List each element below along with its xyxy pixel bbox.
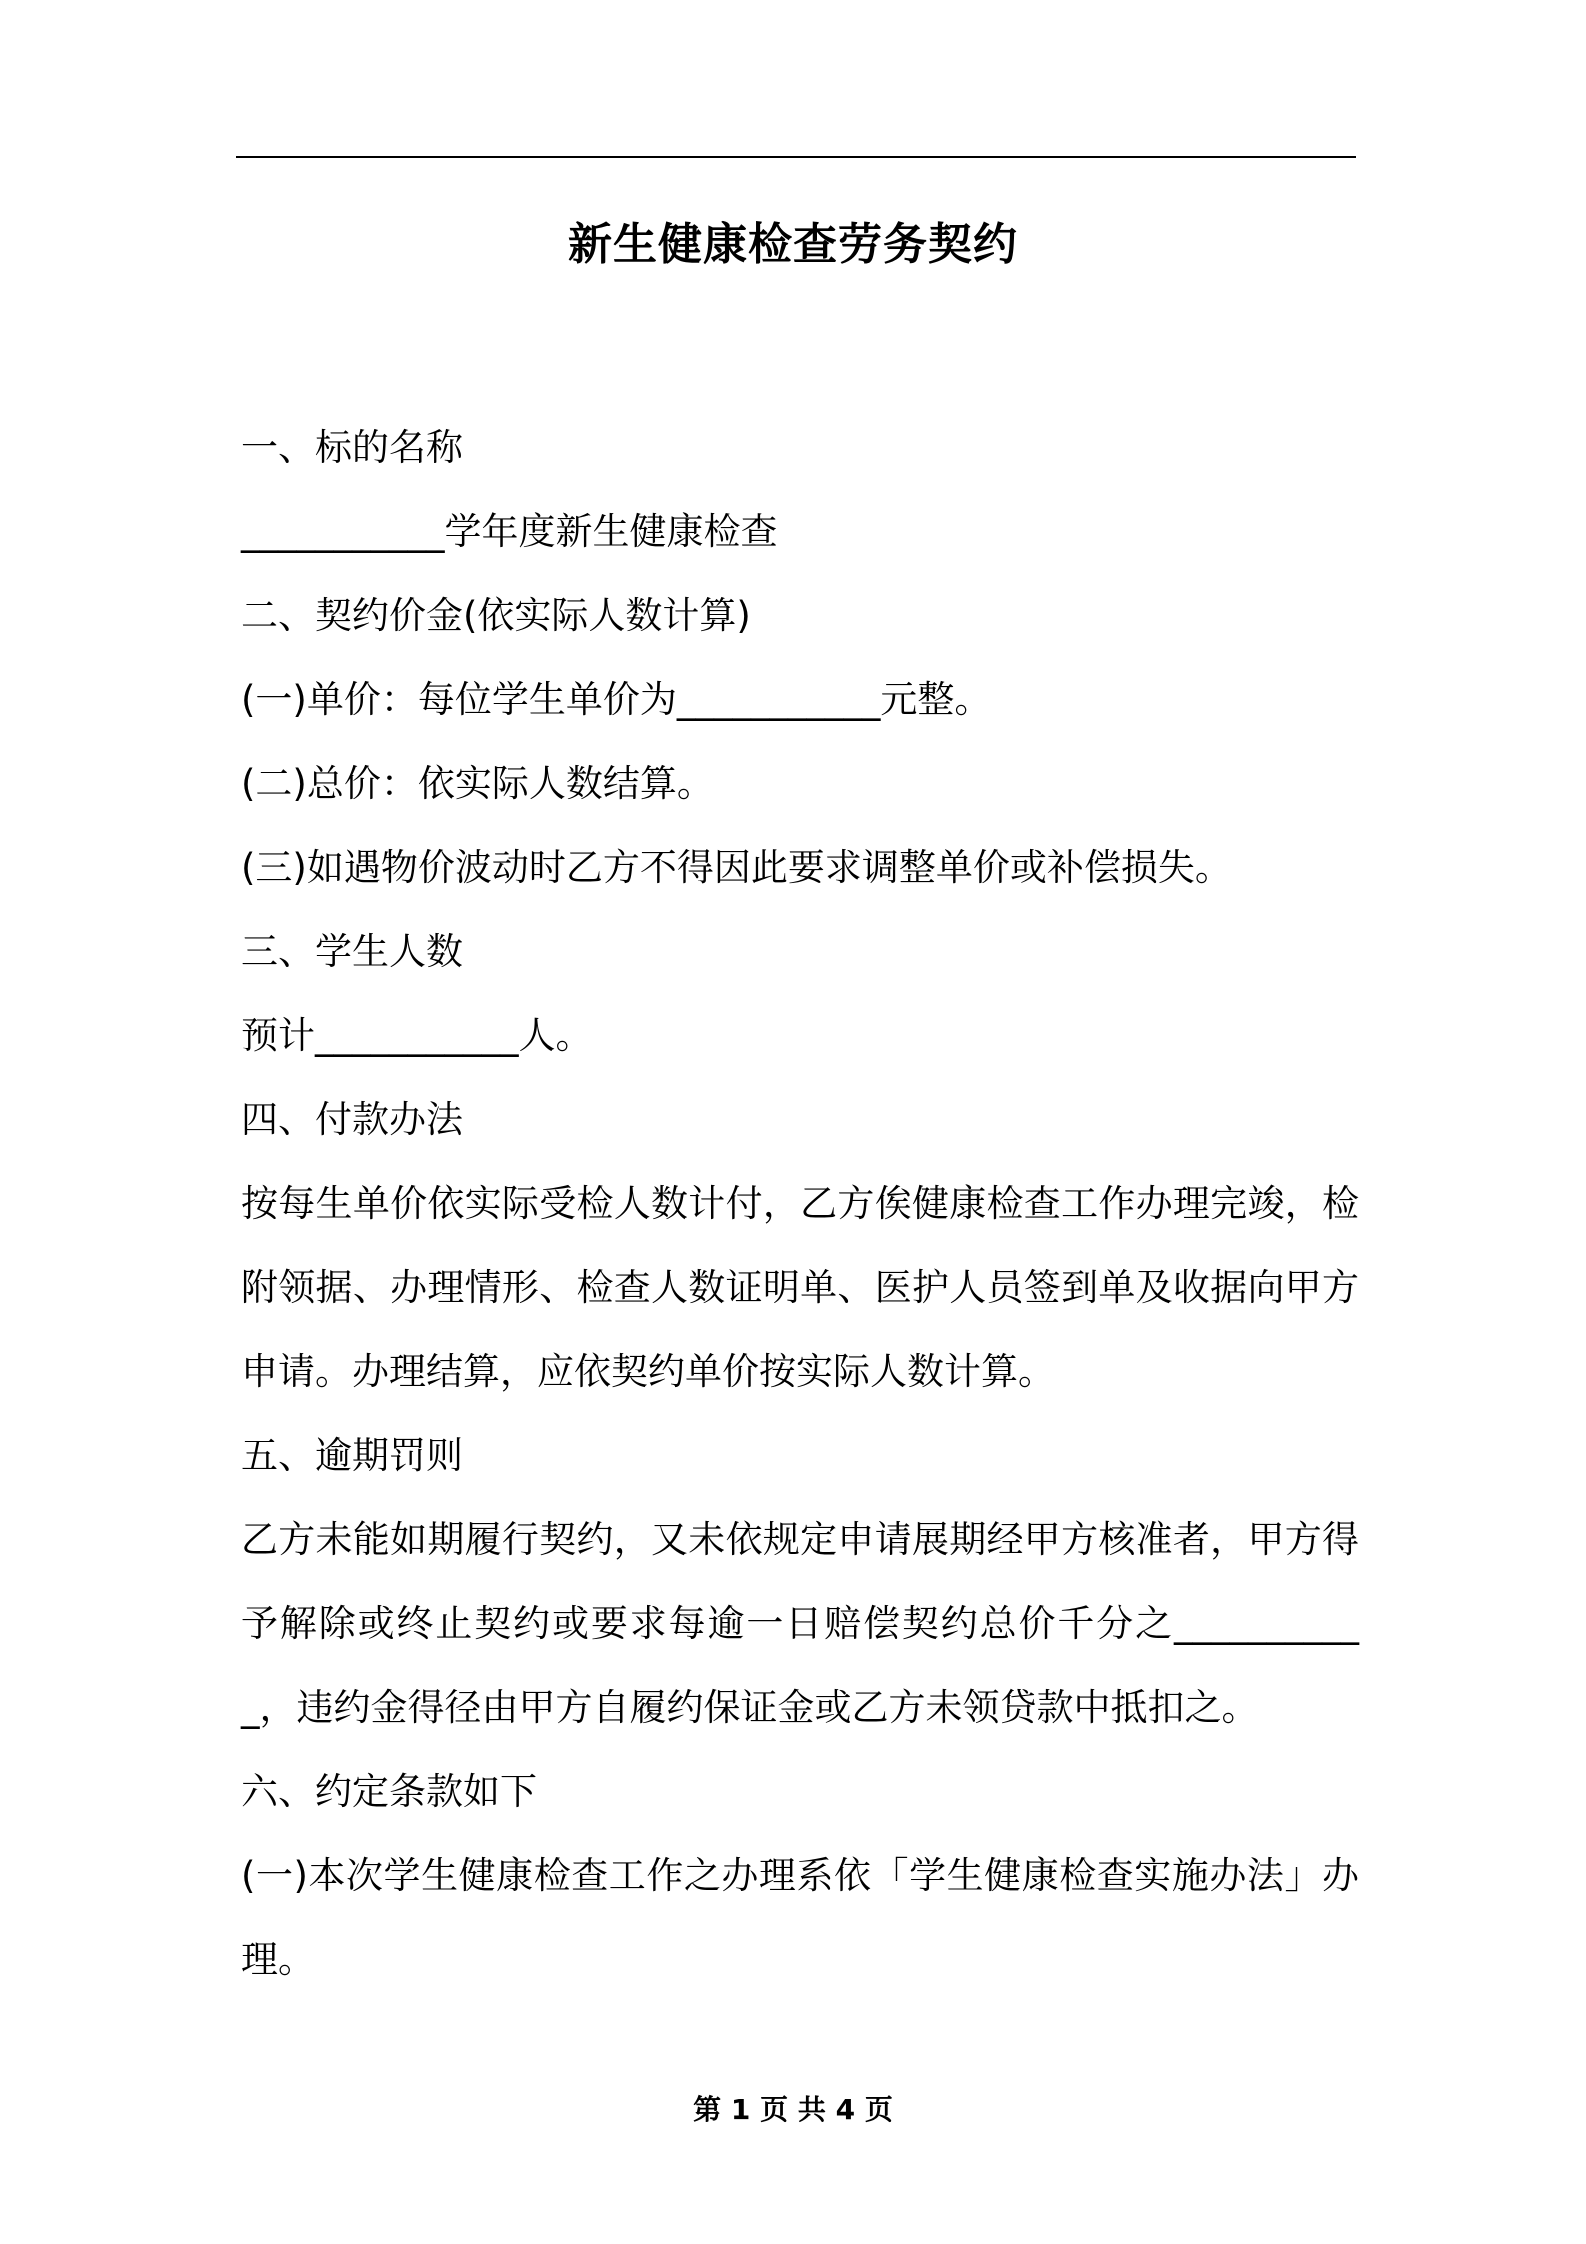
subject-line: ___________学年度新生健康检查 xyxy=(241,510,778,553)
header-rule xyxy=(236,156,1356,158)
section-heading-price: 二、契约价金(依实际人数计算) xyxy=(241,594,751,637)
section-heading-students: 三、学生人数 xyxy=(241,930,463,973)
document-body xyxy=(241,406,1359,2002)
terms-paragraph: (一)本次学生健康检查工作之办理系依「学生健康检查实施办法」办理。 xyxy=(241,1854,1359,1981)
payment-paragraph: 按每生单价依实际受检人数计付，乙方俟健康检查工作办理完竣，检附领据、办理情形、检查人数证明单、医护人员签到单及收据向甲方申请。办理结算，应依契约单价按实际人数计算。 xyxy=(241,1182,1359,1393)
section-heading-penalty: 五、逾期罚则 xyxy=(241,1434,463,1477)
section-heading-payment: 四、付款办法 xyxy=(241,1098,463,1141)
price-fluctuation-line: (三)如遇物价波动时乙方不得因此要求调整单价或补偿损失。 xyxy=(241,846,1232,889)
total-price-line: (二)总价：依实际人数结算。 xyxy=(241,762,714,805)
unit-price-line: (一)单价：每位学生单价为___________元整。 xyxy=(241,678,992,721)
penalty-paragraph: 乙方未能如期履行契约，又未依规定申请展期经甲方核准者，甲方得予解除或终止契约或要求每逾一日赔偿契约总价千分之___________，违约金得径由甲方自履约保证金或乙方未领贷款中抵扣之。 xyxy=(241,1518,1359,1729)
page-number: 第 1 页 共 4 页 xyxy=(693,2093,893,2126)
section-heading-subject: 一、标的名称 xyxy=(241,426,463,469)
document-title: 新生健康检查劳务契约 xyxy=(568,219,1018,270)
student-count-line: 预计___________人。 xyxy=(241,1014,593,1057)
section-heading-terms: 六、约定条款如下 xyxy=(241,1770,537,1813)
